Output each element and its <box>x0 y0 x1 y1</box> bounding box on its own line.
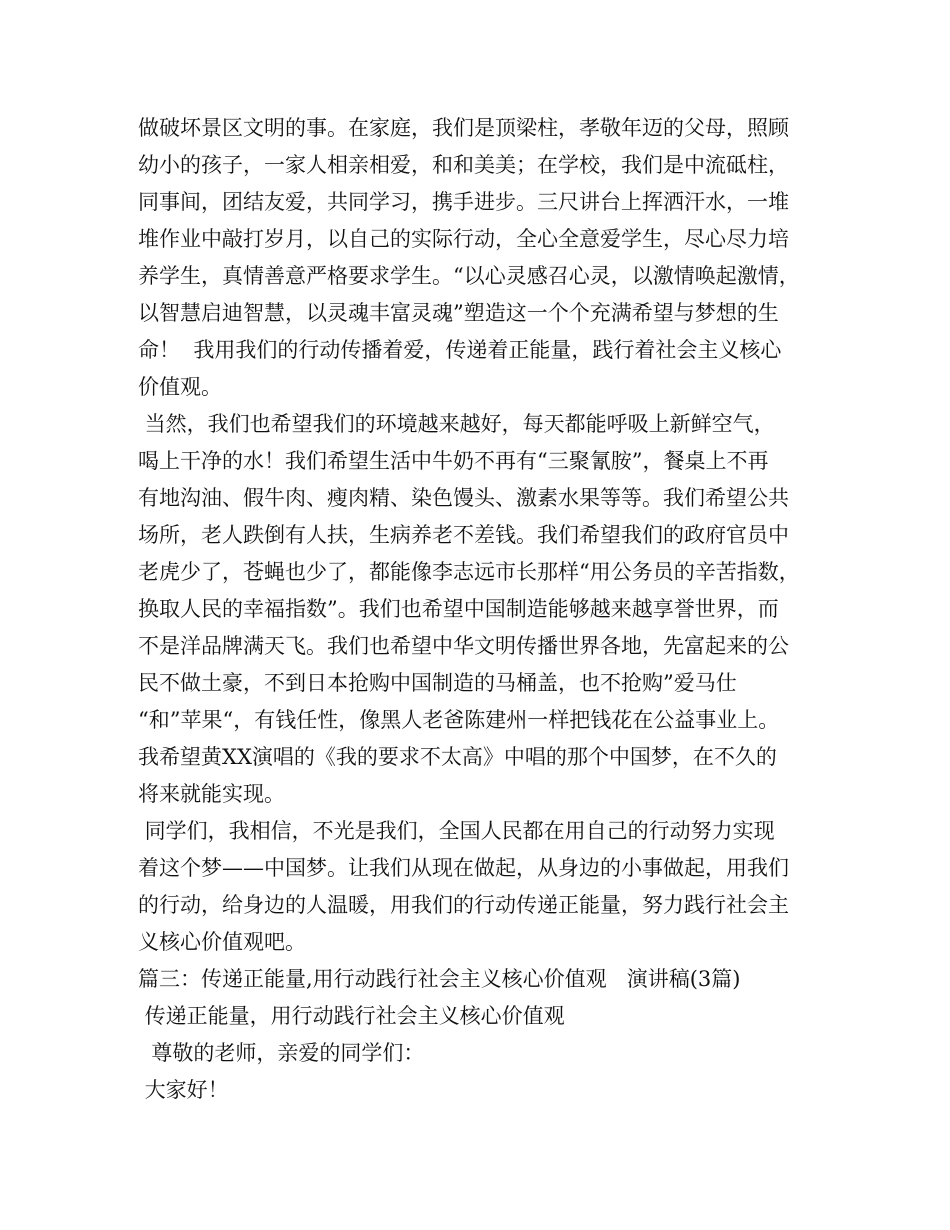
text-line: 堆作业中敲打岁月，以自己的实际行动，全心全意爱学生，尽心尽力培 <box>138 227 789 251</box>
text-line: 着这个梦——中国梦。让我们从现在做起，从身边的小事做起，用我们 <box>138 856 789 880</box>
text-line: 不是洋品牌满天飞。我们也希望中华文明传播世界各地，先富起来的公 <box>138 634 789 658</box>
text-line: 同学们，我相信，不光是我们，全国人民都在用自己的行动努力实现 <box>138 819 775 843</box>
text-line: 有地沟油、假牛肉、瘦肉精、染色馒头、激素水果等等。我们希望公共 <box>138 486 789 510</box>
text-line: 幼小的孩子，一家人相亲相爱，和和美美；在学校，我们是中流砥柱， <box>138 153 789 177</box>
text-line: 命！ 我用我们的行动传播着爱，传递着正能量，践行着社会主义核心 <box>138 338 782 362</box>
text-line: 将来就能实现。 <box>138 782 285 806</box>
text-line: 民不做土豪，不到日本抢购中国制造的马桶盖，也不抢购”爱马仕 <box>138 671 737 695</box>
salutation: 尊敬的老师，亲爱的同学们： <box>138 1041 425 1065</box>
text-line: 老虎少了，苍蝇也少了，都能像李志远市长那样“用公务员的辛苦指数， <box>138 560 800 584</box>
text-line: “和”苹果“，有钱任性，像黑人老爸陈建州一样把钱花在公益事业上。 <box>138 708 780 732</box>
text-line: 养学生，真情善意严格要求学生。“以心灵感召心灵，以激情唤起激情， <box>138 264 800 288</box>
text-line: 同事间，团结友爱，共同学习，携手进步。三尺讲台上挥洒汗水，一堆 <box>138 190 789 214</box>
text-line: 喝上干净的水！我们希望生活中牛奶不再有“三聚氰胺”，餐桌上不再 <box>138 449 769 473</box>
text-line: 价值观。 <box>138 375 222 399</box>
speech-title: 传递正能量，用行动践行社会主义核心价值观 <box>138 1004 565 1028</box>
section-heading: 篇三：传递正能量,用行动践行社会主义核心价值观 演讲稿(3篇) <box>138 967 741 991</box>
text-line: 义核心价值观吧。 <box>138 930 306 954</box>
text-line: 做破坏景区文明的事。在家庭，我们是顶梁柱，孝敬年迈的父母，照顾 <box>138 116 789 140</box>
text-line: 场所，老人跌倒有人扶，生病养老不差钱。我们希望我们的政府官员中 <box>138 523 789 547</box>
greeting: 大家好！ <box>138 1078 229 1102</box>
text-line: 的行动，给身边的人温暖，用我们的行动传递正能量，努力践行社会主 <box>138 893 789 917</box>
text-line: 当然，我们也希望我们的环境越来越好，每天都能呼吸上新鲜空气， <box>138 412 775 436</box>
text-line: 换取人民的幸福指数”。我们也希望中国制造能够越来越享誉世界，而 <box>138 597 779 621</box>
text-line: 我希望黄XX演唱的《我的要求不太高》中唱的那个中国梦，在不久的 <box>138 745 777 769</box>
text-line: 以智慧启迪智慧，以灵魂丰富灵魂”塑造这一个个充满希望与梦想的生 <box>138 301 779 325</box>
